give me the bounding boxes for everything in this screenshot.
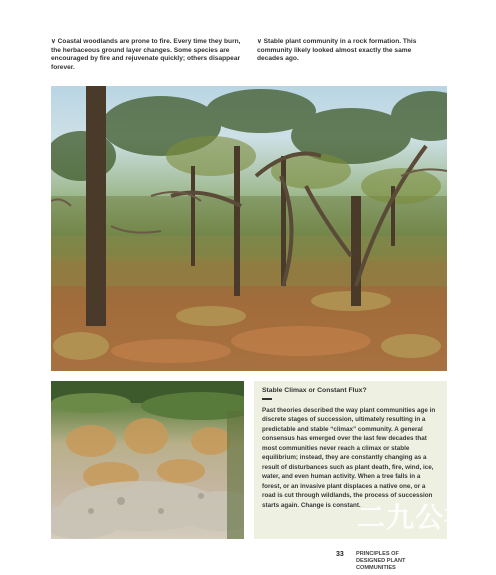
watermark: 二九公社 xyxy=(357,501,474,534)
running-head-line: DESIGNED PLANT xyxy=(356,557,406,564)
sidebar-body: Past theories described the way plant communities age in discrete stages of succession, ultimately resulting in a predictable and stable “climax” community. A general consensus has emerged over the last few decades that most communities never reach a climax or stable equilibrium; instead, they are constantly changing as a result of disturbances such as plant death, fire, wind, ice, water, and even human activity. When a tree falls in a forest, or an invasive plant displaces a native one, or a road is cut through wildlands, the process of succession starts again. Change is constant. xyxy=(262,406,436,509)
caption-right: ∨ Stable plant community in a rock formation. This community likely looked almost exactly the same decades ago. xyxy=(257,38,417,63)
sidebar-title: Stable Climax or Constant Flux? xyxy=(262,387,367,394)
rock-plant-community-photo xyxy=(51,381,244,539)
page-number: 33 xyxy=(336,551,344,558)
sidebar-rule xyxy=(262,398,272,400)
coastal-woodland-photo xyxy=(51,86,447,371)
caption-left: ∨ Coastal woodlands are prone to fire. Every time they burn, the herbaceous ground layer changes. Some species are encouraged by fire and rejuvenate quickly; others disappear forever. xyxy=(51,38,241,71)
running-head-line: PRINCIPLES OF xyxy=(356,551,399,557)
running-head xyxy=(356,551,405,571)
running-head-line: COMMUNITIES xyxy=(356,564,396,571)
